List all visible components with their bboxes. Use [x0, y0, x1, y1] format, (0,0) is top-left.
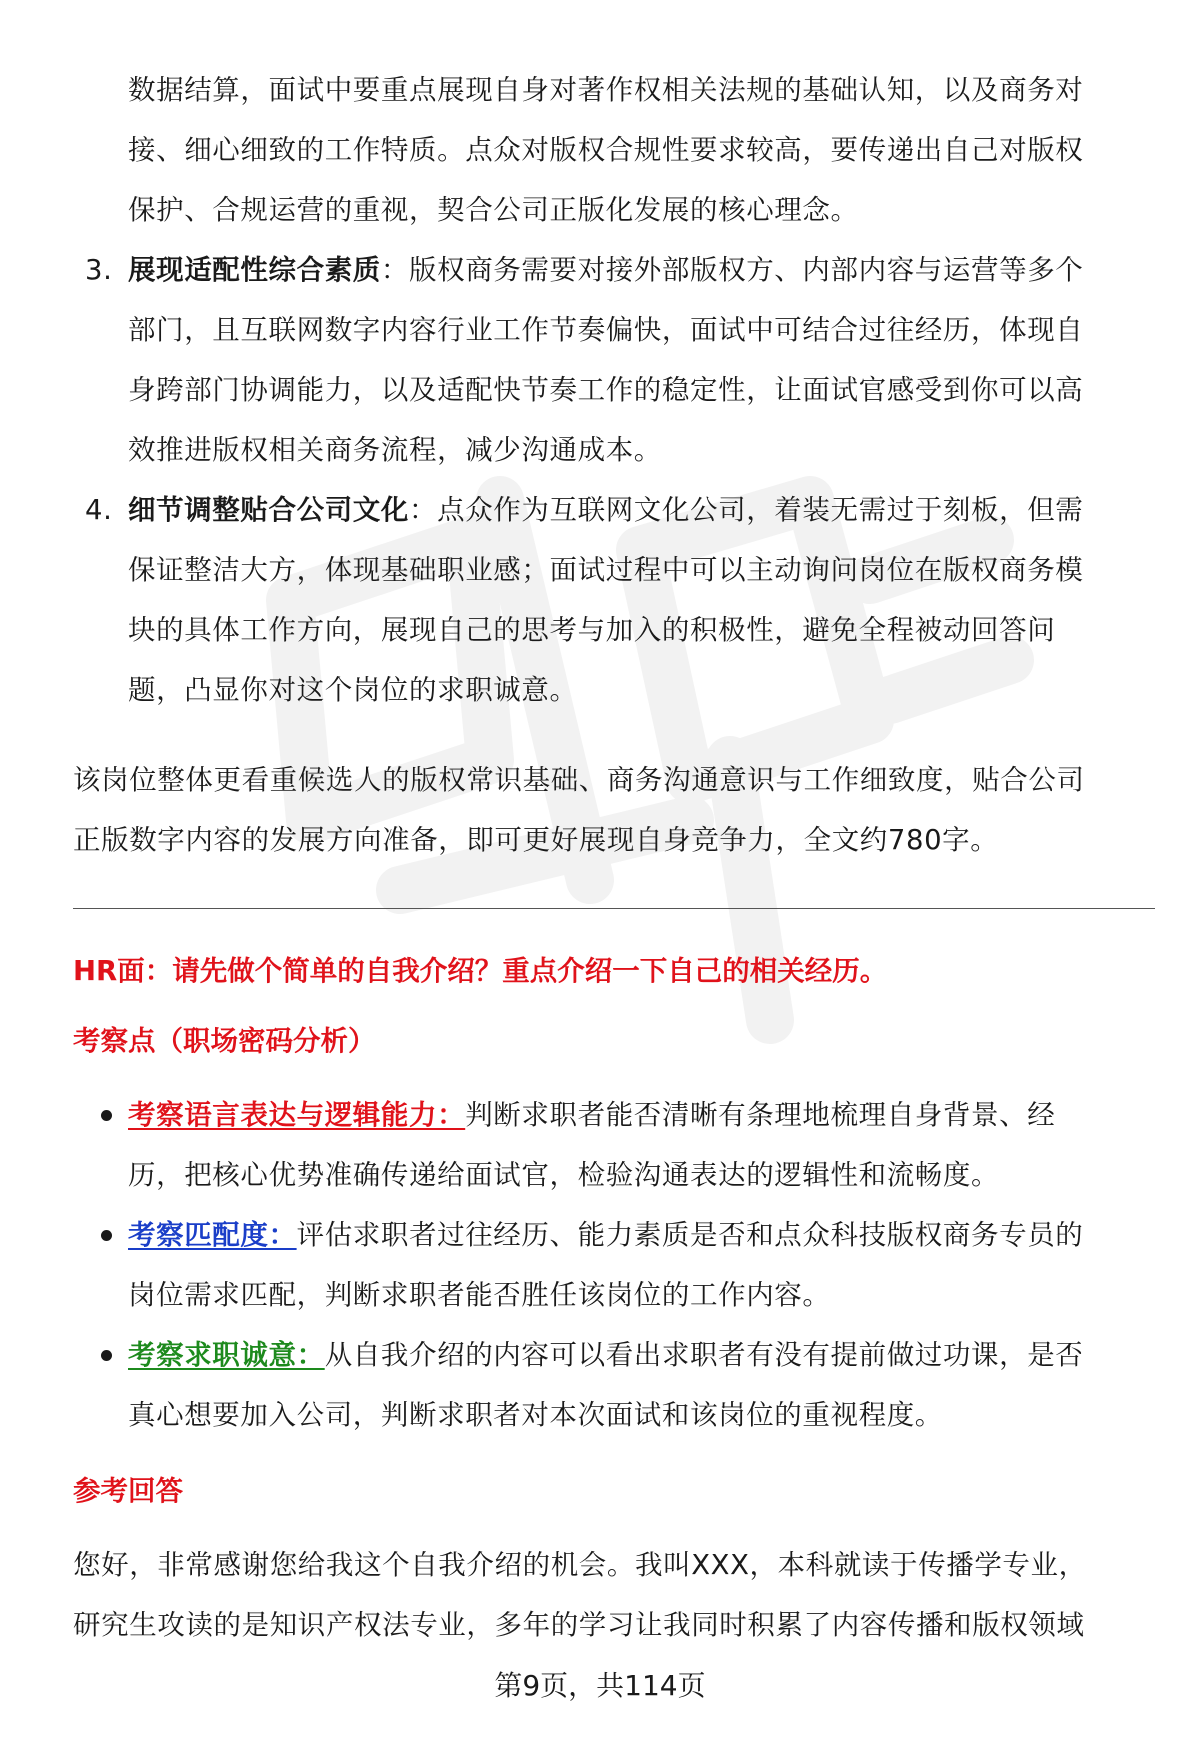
text-line: 判断求职者能否清晰有条理地梳理自身背景、经: [465, 1099, 1056, 1131]
text-line: 效推进版权相关商务流程，减少沟通成本。: [128, 434, 662, 466]
text-line: 保护、合规运营的重视，契合公司正版化发展的核心理念。: [128, 194, 859, 226]
interview-question: HR面：请先做个简单的自我介绍？重点介绍一下自己的相关经历。: [73, 955, 888, 987]
numbered-item-4: [73, 480, 1153, 720]
text-line: 数据结算，面试中要重点展现自身对著作权相关法规的基础认知，以及商务对: [128, 74, 1084, 106]
bullet-dot-icon: [101, 1230, 112, 1241]
item-lead: 展现适配性综合素质: [128, 254, 381, 286]
text-line: 块的具体工作方向，展现自己的思考与加入的积极性，避免全程被动回答问: [128, 614, 1056, 646]
exam-points-heading: 考察点（职场密码分析）: [73, 1025, 376, 1057]
exam-points-list: [73, 1085, 1153, 1445]
text-line: 正版数字内容的发展方向准备，即可更好展现自身竞争力，全文约780字。: [73, 824, 999, 856]
reference-answer: [73, 1535, 1153, 1655]
text-line: 岗位需求匹配，判断求职者能否胜任该岗位的工作内容。: [128, 1279, 831, 1311]
section-divider: [73, 908, 1155, 909]
text-line: 历，把核心优势准确传递给面试官，检验沟通表达的逻辑性和流畅度。: [128, 1159, 1000, 1191]
text-line: 题，凸显你对这个岗位的求职诚意。: [128, 674, 578, 706]
text-line: 接、细心细致的工作特质。点众对版权合规性要求较高，要传递出自己对版权: [128, 134, 1084, 166]
text-line: 真心想要加入公司，判断求职者对本次面试和该岗位的重视程度。: [128, 1399, 943, 1431]
numbered-item-3: [73, 240, 1153, 480]
text-line: 该岗位整体更看重候选人的版权常识基础、商务沟通意识与工作细致度，贴合公司: [73, 764, 1085, 796]
list-item: [73, 1085, 1153, 1205]
summary-paragraph: [73, 750, 1153, 870]
text-line: 身跨部门协调能力，以及适配快节奏工作的稳定性，让面试官感受到你可以高: [128, 374, 1084, 406]
exam-point-tag: 考察求职诚意：: [128, 1339, 325, 1371]
text-line: ：点众作为互联网文化公司，着装无需过于刻板，但需: [409, 494, 1084, 526]
text-line: 保证整洁大方，体现基础职业感；面试过程中可以主动询问岗位在版权商务模: [128, 554, 1084, 586]
text-line: 您好，非常感谢您给我这个自我介绍的机会。我叫XXX，本科就读于传播学专业，: [73, 1549, 1087, 1581]
text-line: 研究生攻读的是知识产权法专业，多年的学习让我同时积累了内容传播和版权领域: [73, 1609, 1085, 1641]
item-number: 4.: [85, 494, 113, 526]
page-number-footer: 第9页，共114页: [494, 1669, 706, 1702]
bullet-dot-icon: [101, 1110, 112, 1121]
item-number: 3.: [85, 254, 113, 286]
bullet-dot-icon: [101, 1350, 112, 1361]
item-lead: 细节调整贴合公司文化: [128, 494, 409, 526]
content: [73, 60, 1153, 1655]
text-line: 部门，且互联网数字内容行业工作节奏偏快，面试中可结合过往经历，体现自: [128, 314, 1084, 346]
exam-point-tag: 考察匹配度：: [128, 1219, 297, 1251]
list-item: [73, 1325, 1153, 1445]
exam-point-tag: 考察语言表达与逻辑能力：: [128, 1099, 466, 1131]
list-item: [73, 1205, 1153, 1325]
reference-answer-heading: 参考回答: [73, 1475, 183, 1507]
text-line: 评估求职者过往经历、能力素质是否和点众科技版权商务专员的: [296, 1219, 1084, 1251]
text-line: ：版权商务需要对接外部版权方、内部内容与运营等多个: [380, 254, 1084, 286]
intro-paragraph: [73, 60, 1153, 240]
text-line: 从自我介绍的内容可以看出求职者有没有提前做过功课，是否: [324, 1339, 1084, 1371]
